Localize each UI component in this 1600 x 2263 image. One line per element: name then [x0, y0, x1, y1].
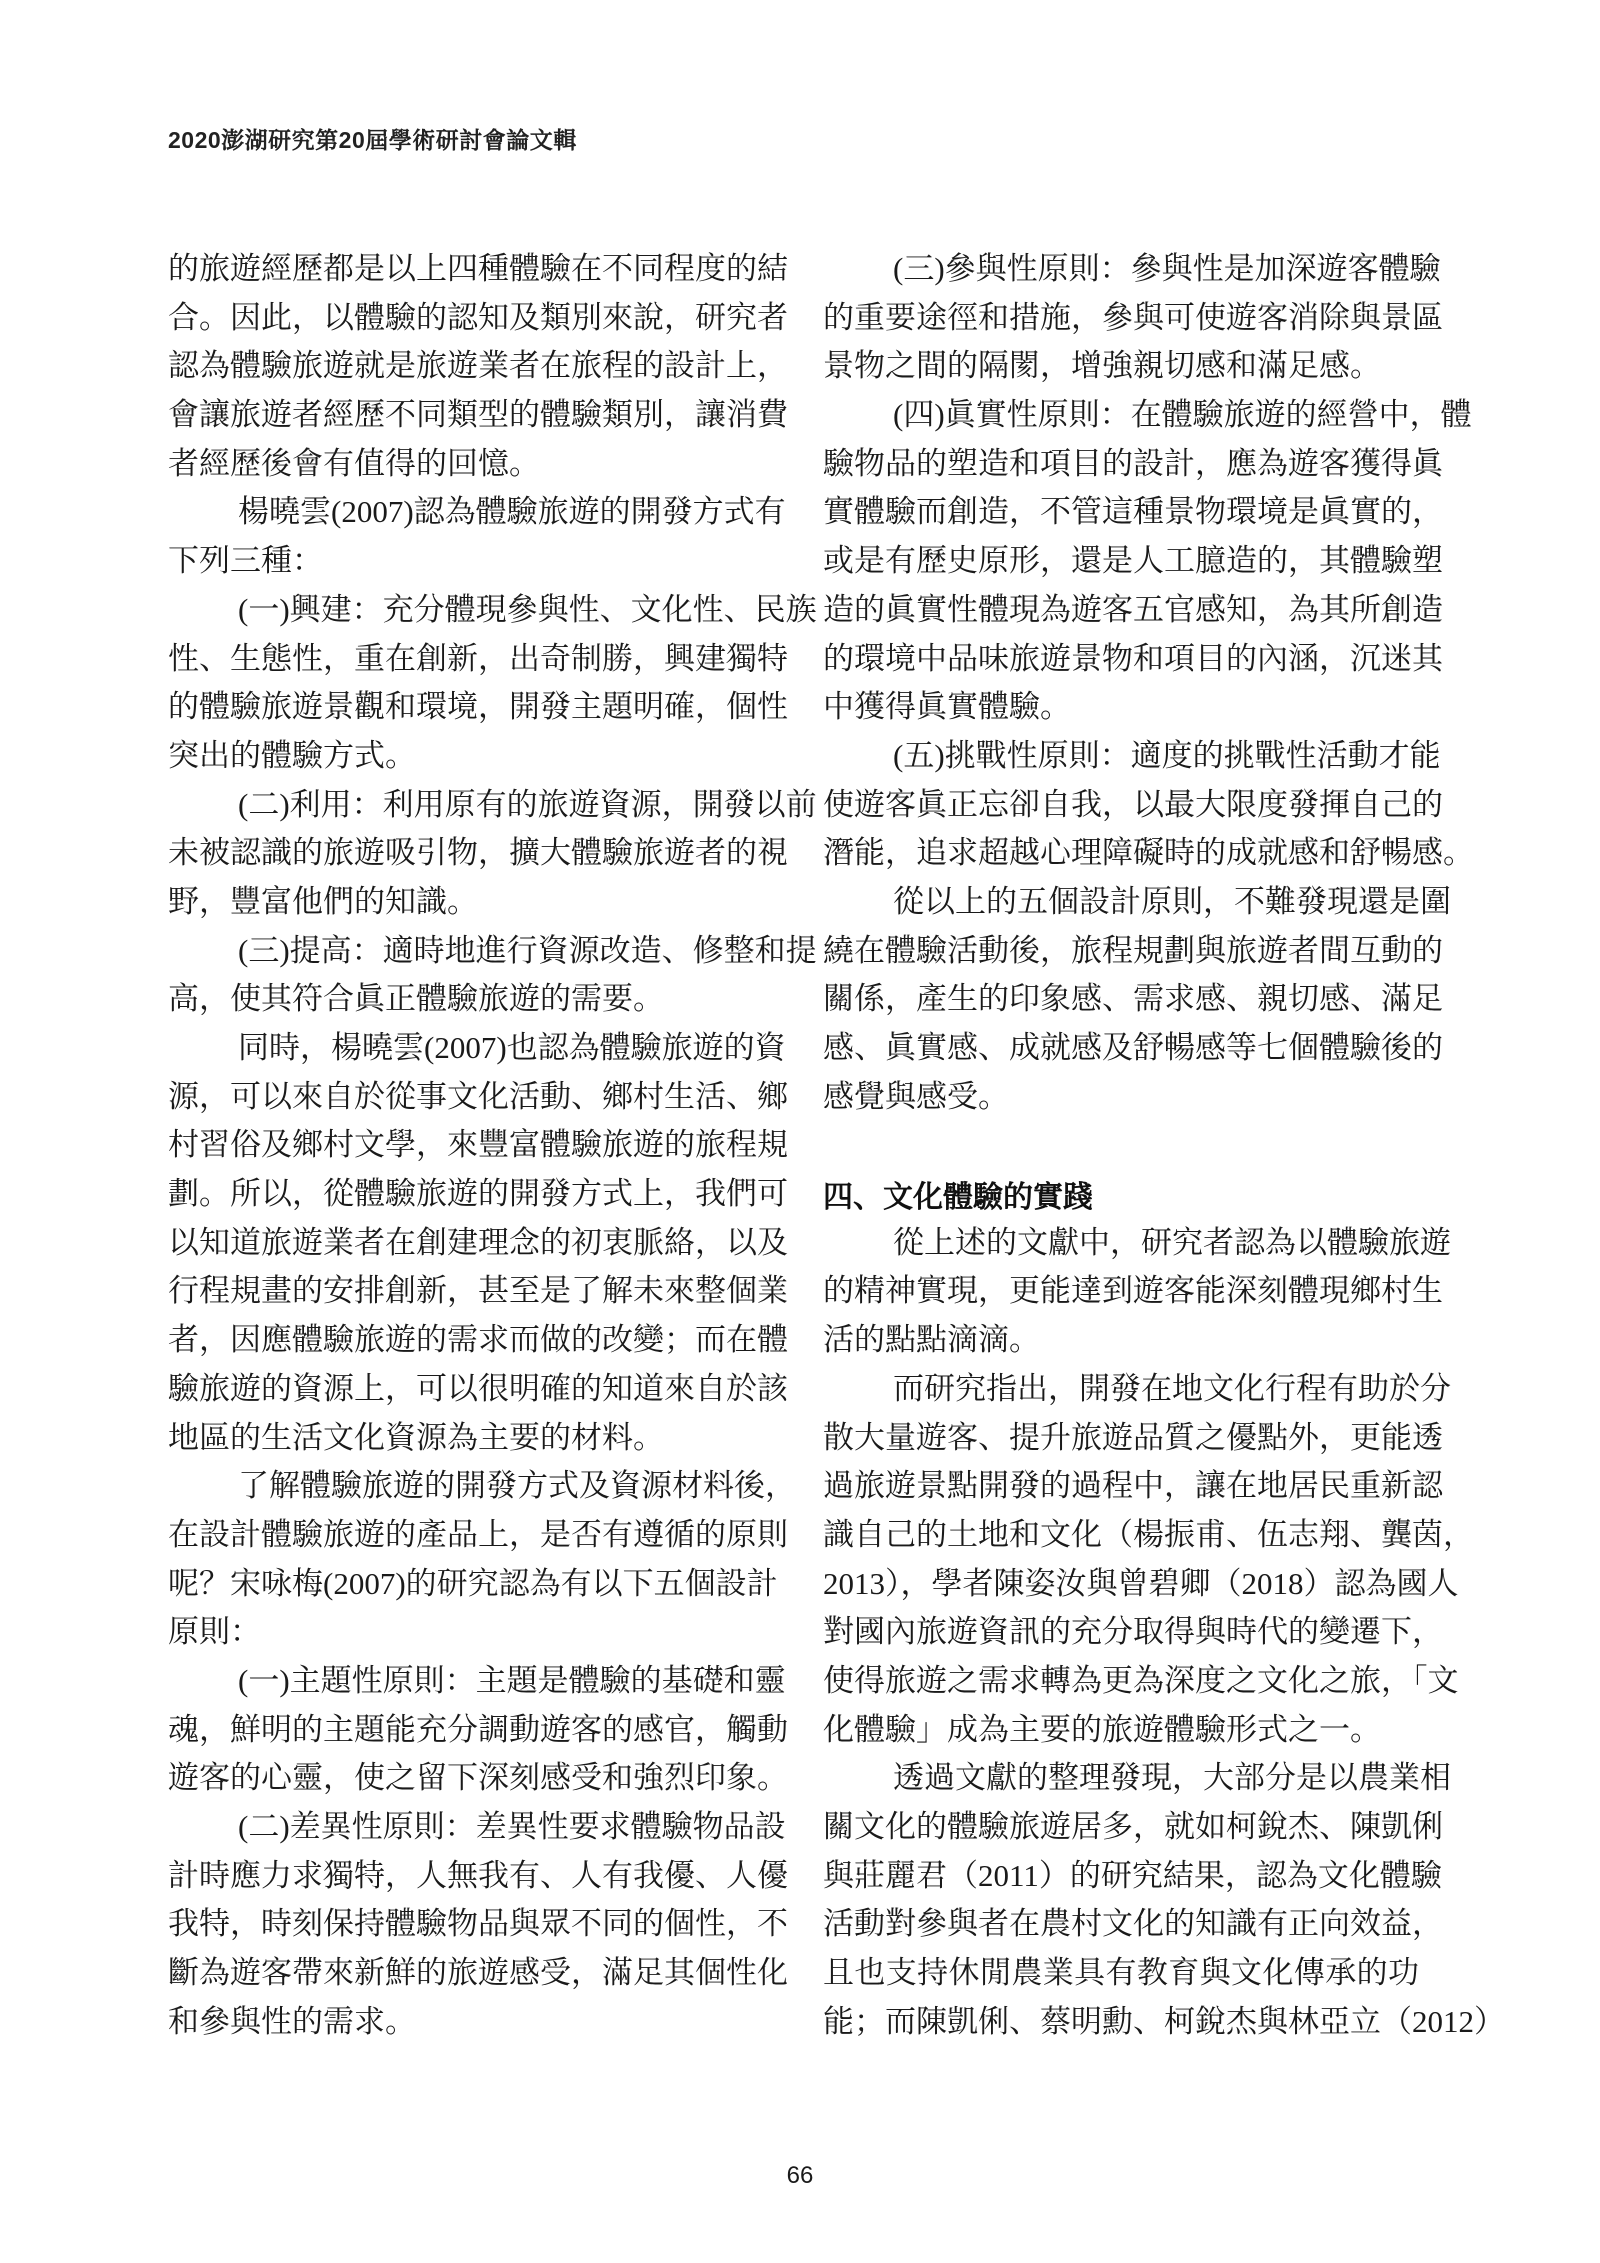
text-line: 從上述的文獻中，研究者認為以體驗旅遊	[893, 1224, 1451, 1260]
text-line: 者經歷後會有值得的回憶。	[168, 445, 540, 481]
paragraph	[168, 1803, 788, 2046]
text-line: 活的點點滴滴。	[823, 1322, 1040, 1358]
paragraph	[168, 1657, 788, 1803]
text-line: (五)挑戰性原則：適度的挑戰性活動才能	[893, 737, 1441, 773]
text-line: 感覺與感受。	[823, 1078, 1009, 1114]
text-line: 計時應力求獨特，人無我有、人有我優、人優	[168, 1857, 788, 1893]
text-line: 的環境中品味旅遊景物和項目的內涵，沉迷其	[823, 640, 1443, 676]
blank-line	[823, 1121, 1419, 1170]
text-line: 的體驗旅遊景觀和環境，開發主題明確，個性	[168, 689, 788, 725]
text-line: 斷為遊客帶來新鮮的旅遊感受，滿足其個性化	[168, 1955, 788, 1991]
page-number: 66	[786, 2162, 814, 2189]
paragraph	[823, 878, 1451, 1121]
text-line: 驗物品的塑造和項目的設計，應為遊客獲得眞	[823, 445, 1443, 481]
text-line: 潛能，追求超越心理障礙時的成就感和舒暢感。	[823, 835, 1474, 871]
text-line: 的精神實現，更能達到遊客能深刻體現鄉村生	[823, 1273, 1443, 1309]
text-line: 遊客的心靈，使之留下深刻感受和強烈印象。	[168, 1760, 788, 1796]
text-line: (三)參與性原則：參與性是加深遊客體驗	[893, 251, 1441, 286]
text-line: (三)提高：適時地進行資源改造、修整和提	[238, 932, 817, 968]
text-line: 源，可以來自於從事文化活動、鄉村生活、鄉	[168, 1078, 788, 1114]
text-line: 化體驗」成為主要的旅遊體驗形式之一。	[823, 1711, 1381, 1747]
text-line: 識自己的土地和文化（楊振甫、伍志翔、龔茵，	[823, 1516, 1474, 1552]
paragraph	[168, 1462, 796, 1657]
text-line: 使遊客眞正忘卻自我，以最大限度發揮自己的	[823, 786, 1443, 822]
text-line: (二)差異性原則：差異性要求體驗物品設	[238, 1809, 786, 1844]
text-line: 未被認識的旅遊吸引物，擴大體驗旅遊者的視	[168, 835, 788, 871]
text-line: 的重要途徑和措施，參與可使遊客消除與景區	[823, 299, 1443, 335]
text-line: (一)興建：充分體現參與性、文化性、民族	[238, 591, 817, 627]
text-line: 地區的生活文化資源為主要的材料。	[168, 1419, 664, 1455]
text-line: 對國內旅遊資訊的充分取得與時代的變遷下，	[823, 1614, 1443, 1650]
text-line: 驗旅遊的資源上，可以很明確的知道來自於該	[168, 1370, 788, 1406]
text-line: 2013），學者陳姿汝與曾碧卿（2018）認為國人	[823, 1565, 1459, 1601]
text-line: 野，豐富他們的知識。	[168, 883, 478, 919]
text-line: 性、生態性，重在創新，出奇制勝，興建獨特	[168, 640, 788, 676]
paragraph	[168, 781, 817, 927]
section-heading: 四、文化體驗的實踐	[823, 1181, 1093, 1215]
text-line: 合。因此，以體驗的認知及類別來說，研究者	[168, 299, 788, 335]
text-line: 了解體驗旅遊的開發方式及資源材料後，	[238, 1468, 796, 1504]
paragraph	[168, 1024, 788, 1462]
text-line: 與莊麗君（2011）的研究結果，認為文化體驗	[823, 1857, 1442, 1893]
text-line: 實體驗而創造，不管這種景物環境是眞實的，	[823, 494, 1443, 530]
running-header-title: 2020澎湖研究第20屆學術研討會論文輯	[168, 127, 577, 153]
text-line: (一)主題性原則：主題是體驗的基礎和靈	[238, 1662, 786, 1698]
paragraph	[168, 586, 817, 781]
paragraph	[823, 1754, 1505, 2046]
text-line: 村習俗及鄉村文學，來豐富體驗旅遊的旅程規	[168, 1127, 788, 1163]
text-line: 我特，時刻保持體驗物品與眾不同的個性，不	[168, 1906, 788, 1942]
paragraph	[168, 245, 788, 488]
text-line: (二)利用：利用原有的旅遊資源，開發以前	[238, 786, 817, 822]
text-line: 高，使其符合眞正體驗旅遊的需要。	[168, 981, 664, 1017]
text-line: 從以上的五個設計原則，不難發現還是圍	[893, 883, 1451, 919]
text-line: 繞在體驗活動後，旅程規劃與旅遊者間互動的	[823, 932, 1443, 968]
text-line: (四)眞實性原則：在體驗旅遊的經營中，體	[893, 397, 1472, 433]
text-line: 感、眞實感、成就感及舒暢感等七個體驗後的	[823, 1030, 1443, 1065]
text-line: 關係，產生的印象感、需求感、親切感、滿足	[823, 981, 1443, 1017]
paragraph	[823, 391, 1472, 732]
text-line: 下列三種：	[168, 543, 323, 579]
text-line: 使得旅遊之需求轉為更為深度之文化之旅，「文	[823, 1662, 1459, 1698]
text-line: 且也支持休閒農業具有教育與文化傳承的功	[823, 1955, 1419, 1991]
text-line: 劃。所以，從體驗旅遊的開發方式上，我們可	[168, 1176, 788, 1212]
paragraph	[168, 927, 817, 1024]
text-line: 楊曉雲(2007)認為體驗旅遊的開發方式有	[238, 494, 786, 530]
text-line: 和參與性的需求。	[168, 2003, 416, 2039]
paragraph	[823, 732, 1474, 878]
text-line: 同時，楊曉雲(2007)也認為體驗旅遊的資	[238, 1030, 786, 1065]
text-line: 突出的體驗方式。	[168, 737, 416, 773]
text-line: 認為體驗旅遊就是旅遊業者在旅程的設計上，	[168, 348, 788, 384]
paragraph	[168, 488, 786, 585]
text-line: 呢？宋咏梅(2007)的研究認為有以下五個設計	[168, 1565, 778, 1601]
text-line: 魂，鮮明的主題能充分調動遊客的感官，觸動	[168, 1711, 788, 1747]
paragraph	[823, 1365, 1474, 1755]
text-line: 造的眞實性體現為遊客五官感知，為其所創造	[823, 591, 1443, 627]
text-line: 透過文獻的整理發現，大部分是以農業相	[893, 1760, 1451, 1796]
text-line: 在設計體驗旅遊的產品上，是否有遵循的原則	[168, 1516, 788, 1552]
text-line: 會讓旅遊者經歷不同類型的體驗類別，讓消費	[168, 397, 788, 433]
right-text-column	[823, 245, 1505, 2046]
text-line: 活動對參與者在農村文化的知識有正向效益，	[823, 1906, 1443, 1942]
text-line: 過旅遊景點開發的過程中，讓在地居民重新認	[823, 1468, 1443, 1504]
text-line: 景物之間的隔閡，增強親切感和滿足感。	[823, 348, 1381, 384]
text-line: 中獲得眞實體驗。	[823, 689, 1071, 725]
text-line: 而研究指出，開發在地文化行程有助於分	[893, 1370, 1451, 1406]
text-line: 原則：	[168, 1614, 261, 1650]
text-line: 關文化的體驗旅遊居多，就如柯銳杰、陳凱俐	[823, 1809, 1443, 1844]
text-line: 的旅遊經歷都是以上四種體驗在不同程度的結	[168, 251, 788, 286]
text-line: 者，因應體驗旅遊的需求而做的改變；而在體	[168, 1322, 788, 1358]
paragraph	[823, 1219, 1451, 1365]
text-line: 或是有歷史原形，還是人工臆造的，其體驗塑	[823, 543, 1443, 579]
text-line: 行程規畫的安排創新，甚至是了解未來整個業	[168, 1273, 788, 1309]
paragraph	[823, 245, 1443, 391]
text-line: 以知道旅遊業者在創建理念的初衷脈絡，以及	[168, 1224, 788, 1260]
text-line: 散大量遊客、提升旅遊品質之優點外，更能透	[823, 1419, 1443, 1455]
left-text-column	[168, 245, 817, 2046]
text-line: 能；而陳凱俐、蔡明勳、柯銳杰與林亞立（2012）	[823, 2003, 1505, 2039]
